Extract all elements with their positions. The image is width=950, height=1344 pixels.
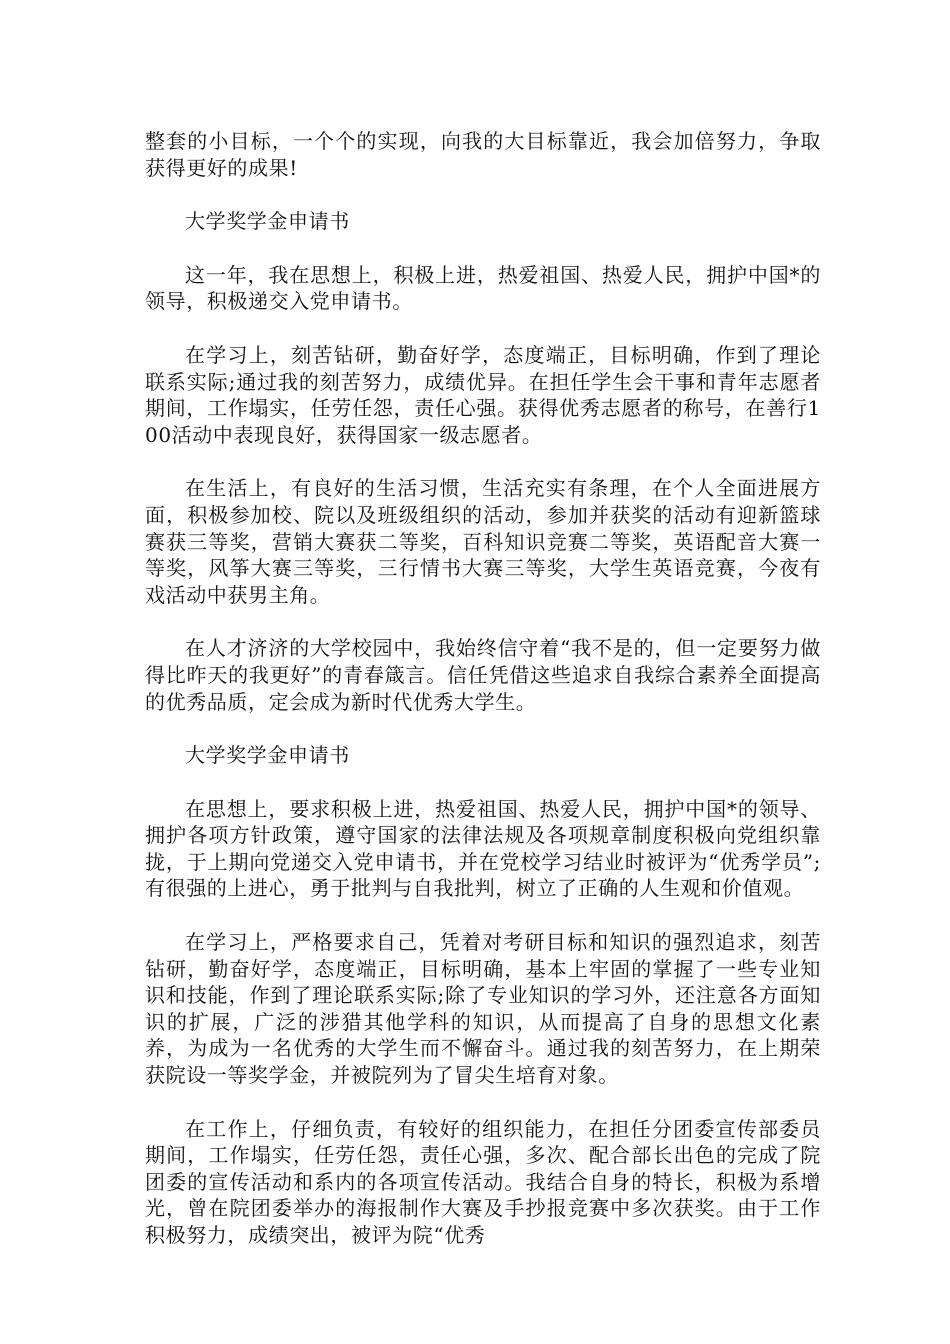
paragraph-work-2: 在工作上，仔细负责，有较好的组织能力，在担任分团委宣传部委员期间，工作塌实，任劳任怨，责任心强，多次、配合部长出色的完成了院团委的宣传活动和系内的各项宣传活动。我结合自身的特长，积极为系增光，曾在院团委举办的海报制作大赛及手抄报竞赛中多次获奖。由于工作积极努力，成绩突出，被评为院“优秀 [145,1116,821,1247]
paragraph-study-1: 在学习上，刻苦钻研，勤奋好学，态度端正，目标明确，作到了理论联系实际;通过我的刻苦努力，成绩优异。在担任学生会干事和青年志愿者期间，工作塌实，任劳任怨，责任心强。获得优秀志愿者的称号，在善行100活动中表现良好，获得国家一级志愿者。 [145,342,821,447]
paragraph-life-1: 在生活上，有良好的生活习惯，生活充实有条理，在个人全面进展方面，积极参加校、院以及班级组织的活动，参加并获奖的活动有迎新篮球赛获三等奖，营销大赛获二等奖，百科知识竞赛二等奖，英语配音大赛一等奖，风筝大赛三等奖，三行情书大赛三等奖，大学生英语竞赛，今夜有戏活动中获男主角。 [145,476,821,607]
paragraph-goal-continuation: 整套的小目标，一个个的实现，向我的大目标靠近，我会加倍努力，争取获得更好的成果! [145,129,821,180]
document-page [145,128,821,1276]
paragraph-thought-2: 在思想上，要求积极上进，热爱祖国、热爱人民，拥护中国*的领导、拥护各项方针政策，遵守国家的法律法规及各项规章制度积极向党组织靠拢，于上期向党递交入党申请书，并在党校学习结业时被评为“优秀学员”;有很强的上进心，勇于批判与自我批判，树立了正确的人生观和价值观。 [145,796,821,901]
section-heading-2: 大学奖学金申请书 [185,743,350,768]
section-heading-1: 大学奖学金申请书 [185,209,350,234]
paragraph-motto-1: 在人才济济的大学校园中，我始终信守着“我不是的，但一定要努力做得比昨天的我更好”的青春箴言。信任凭借这些追求自我综合素养全面提高的优秀品质，定会成为新时代优秀大学生。 [145,636,821,714]
paragraph-study-2: 在学习上，严格要求自己，凭着对考研目标和知识的强烈追求，刻苦钻研，勤奋好学，态度端正，目标明确，基本上牢固的掌握了一些专业知识和技能，作到了理论联系实际;除了专业知识的学习外，还注意各方面知识的扩展，广泛的涉猎其他学科的知识，从而提高了自身的思想文化素养，为成为一名优秀的大学生而不懈奋斗。通过我的刻苦努力，在上期荣获院设一等奖学金，并被院列为了冒尖生培育对象。 [145,930,821,1088]
paragraph-thought-1: 这一年，我在思想上，积极上进，热爱祖国、热爱人民，拥护中国*的领导，积极递交入党申请书。 [145,262,821,314]
